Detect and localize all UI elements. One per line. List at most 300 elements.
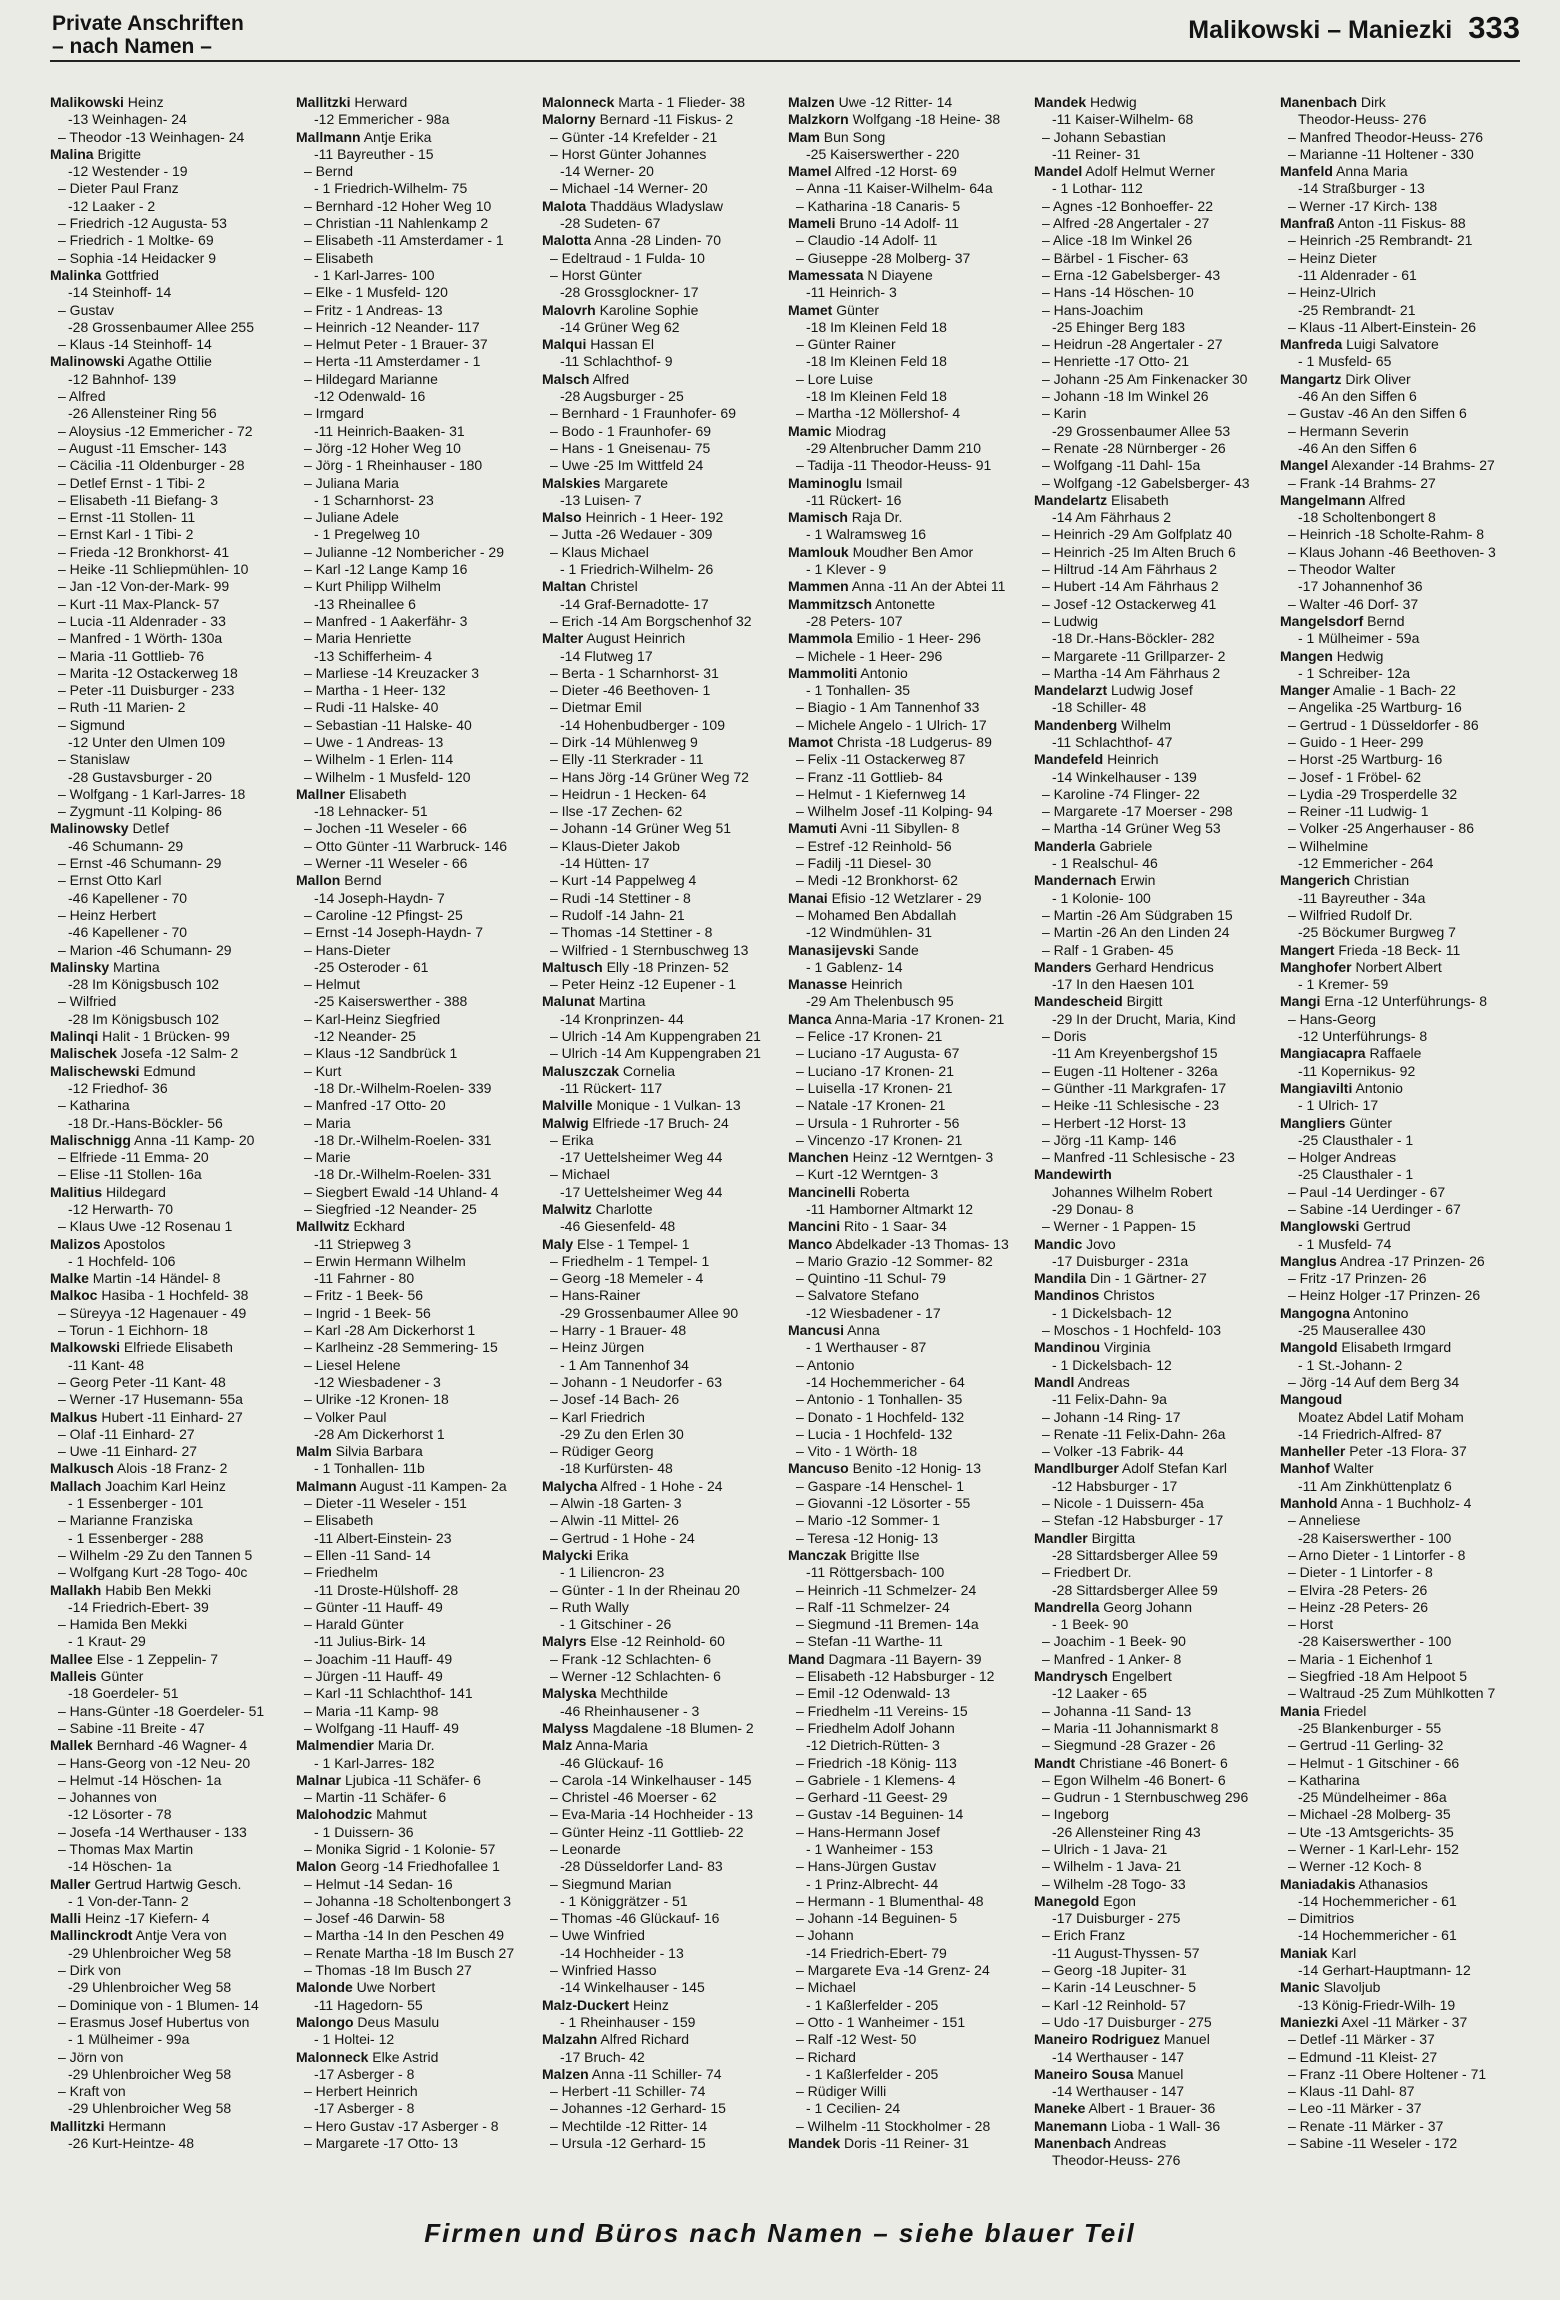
listing-entry-head xyxy=(788,578,1030,595)
surname: Mangliers xyxy=(1280,1114,1346,1131)
listing-entry xyxy=(296,336,538,353)
listing-entry xyxy=(50,976,292,993)
surname: Malnar xyxy=(296,1771,342,1788)
listing-entry xyxy=(542,1184,784,1201)
listing-entry xyxy=(296,232,538,249)
surname: Malonneck xyxy=(542,94,615,110)
listing-entry xyxy=(1034,1841,1276,1858)
entry-text: – Klaus Uwe -12 Rosenau 1 xyxy=(58,1218,233,1235)
listing-entry-head xyxy=(1280,1115,1522,1132)
entry-text: – Friedrich -18 König- 113 xyxy=(796,1754,957,1771)
listing-entry-head xyxy=(788,1149,1030,1166)
listing-entry xyxy=(1280,302,1522,319)
entry-text: – Manfred -11 Schlesische - 23 xyxy=(1042,1149,1235,1166)
surname: Malskies xyxy=(542,474,601,491)
surname: Malso xyxy=(542,509,582,526)
entry-text: – Karl -12 Lange Kamp 16 xyxy=(304,561,468,578)
entry-text: -11 Droste-Hülshoff- 28 xyxy=(314,1581,459,1598)
listing-entry xyxy=(296,976,538,993)
surname: Manai xyxy=(788,889,828,906)
listing-entry xyxy=(1280,1097,1522,1114)
listing-entry xyxy=(542,1703,784,1720)
listing-entry-head xyxy=(1034,838,1276,855)
listing-entry xyxy=(542,2014,784,2031)
entry-text: – Winfried Hasso xyxy=(550,1962,657,1979)
listing-entry xyxy=(50,1824,292,1841)
listing-entry xyxy=(542,1858,784,1875)
entry-text: – Ruth -11 Marien- 2 xyxy=(58,699,186,716)
entry-text: – Hermann Severin xyxy=(1288,422,1409,439)
listing-entry-head xyxy=(50,1876,292,1893)
listing-entry xyxy=(50,215,292,232)
listing-entry xyxy=(542,1755,784,1772)
surname: Malunat xyxy=(542,993,595,1010)
entry-text: Dirk xyxy=(1357,94,1386,110)
entry-text: – Herbert -12 Horst- 13 xyxy=(1042,1114,1186,1131)
entry-text: Antje Erika xyxy=(360,128,432,145)
entry-text: Bun Song xyxy=(819,128,886,145)
listing-entry-head xyxy=(1280,457,1522,474)
listing-entry xyxy=(542,665,784,682)
entry-text: Elisabeth Irmgard xyxy=(1337,1339,1452,1356)
entry-text: – Hermann - 1 Blumenthal- 48 xyxy=(796,1892,984,1909)
listing-entry xyxy=(542,751,784,768)
entry-text: Avni -11 Sibyllen- 8 xyxy=(837,820,960,837)
listing-entry xyxy=(1280,146,1522,163)
entry-text: - 1 Kremer- 59 xyxy=(1298,976,1389,993)
listing-entry xyxy=(296,215,538,232)
listing-entry-head xyxy=(1280,1339,1522,1356)
listing-entry-head xyxy=(50,1910,292,1927)
entry-text: – Heinz Herbert xyxy=(58,906,157,923)
listing-entry xyxy=(296,198,538,215)
listing-entry xyxy=(296,1149,538,1166)
entry-text: Deus Masulu xyxy=(353,2013,440,2030)
entry-text: – Josefa -14 Werthauser - 133 xyxy=(58,1823,247,1840)
listing-entry xyxy=(1280,1236,1522,1253)
listing-entry xyxy=(50,250,292,267)
listing-entry-head xyxy=(788,215,1030,232)
listing-entry-head xyxy=(788,509,1030,526)
listing-entry xyxy=(788,1720,1030,1737)
surname: Manders xyxy=(1034,958,1092,975)
listing-entry xyxy=(50,1512,292,1529)
entry-text: Egon xyxy=(1099,1892,1136,1909)
listing-entry xyxy=(296,1962,538,1979)
entry-text: – Maria - 1 Eichenhof 1 xyxy=(1288,1650,1433,1667)
entry-text: – Josef -12 Ostackerweg 41 xyxy=(1042,595,1217,612)
listing-entry-head xyxy=(542,1478,784,1495)
surname: Manghofer xyxy=(1280,958,1352,975)
surname: Manczak xyxy=(788,1546,847,1563)
listing-entry-head xyxy=(296,1806,538,1823)
listing-entry-head xyxy=(542,94,784,111)
listing-entry xyxy=(542,1512,784,1529)
entry-text: – Martha -12 Möllershof- 4 xyxy=(796,405,961,422)
entry-text: -11 Schlachthof- 9 xyxy=(560,353,673,370)
listing-entry xyxy=(1034,1080,1276,1097)
listing-entry xyxy=(1034,1357,1276,1374)
listing-entry xyxy=(1034,769,1276,786)
listing-entry xyxy=(296,1045,538,1062)
surname: Malwig xyxy=(542,1114,589,1131)
listing-entry-head xyxy=(788,1184,1030,1201)
listing-entry xyxy=(542,1132,784,1149)
listing-entry xyxy=(296,1530,538,1547)
listing-entry xyxy=(50,665,292,682)
listing-entry xyxy=(542,388,784,405)
surname: Mamlouk xyxy=(788,543,849,560)
entry-text: Josefa -12 Salm- 2 xyxy=(116,1045,239,1062)
entry-text: – Siegmund -11 Bremen- 14a xyxy=(796,1616,979,1633)
entry-text: – Uwe - 1 Andreas- 13 xyxy=(304,733,444,750)
listing-entry xyxy=(50,1772,292,1789)
listing-entry xyxy=(296,1357,538,1374)
listing-entry xyxy=(50,993,292,1010)
entry-text: -18 Im Kleinen Feld 18 xyxy=(806,353,947,370)
listing-entry xyxy=(1034,1028,1276,1045)
listing-entry xyxy=(1034,544,1276,561)
entry-text: -12 Lösorter - 78 xyxy=(68,1806,172,1823)
entry-text: – Thomas Max Martin xyxy=(58,1840,194,1857)
entry-text: Virginia xyxy=(1100,1339,1151,1356)
listing-entry xyxy=(542,942,784,959)
entry-text: Heinz xyxy=(123,94,164,110)
listing-entry xyxy=(1280,284,1522,301)
listing-entry xyxy=(788,1806,1030,1823)
entry-text: – Fritz - 1 Beek- 56 xyxy=(304,1287,424,1304)
listing-entry-head xyxy=(542,111,784,128)
listing-entry xyxy=(1280,734,1522,751)
listing-entry xyxy=(788,2118,1030,2135)
listing-entry xyxy=(1280,1910,1522,1927)
surname: Malz-Duckert xyxy=(542,1996,630,2013)
entry-text: Karl xyxy=(1327,1944,1357,1961)
listing-entry xyxy=(788,1945,1030,1962)
entry-text: – Helmut -14 Höschen- 1a xyxy=(58,1771,222,1788)
surname: Manenbach xyxy=(1034,2135,1112,2152)
listing-entry xyxy=(542,146,784,163)
entry-text: -28 Am Dickerhorst 1 xyxy=(314,1425,445,1442)
surname: Mallitzki xyxy=(50,2117,105,2134)
listing-entry xyxy=(50,1633,292,1650)
entry-text: – Elisabeth -11 Biefang- 3 xyxy=(58,491,219,508)
surname: Mangen xyxy=(1280,647,1333,664)
entry-text: – Georg -18 Memeler - 4 xyxy=(550,1270,704,1287)
entry-text: – Gertrud - 1 Düsseldorfer - 86 xyxy=(1288,716,1479,733)
listing-entry xyxy=(1034,353,1276,370)
listing-entry xyxy=(1034,734,1276,751)
entry-text: – Elisabeth -11 Amsterdamer - 1 xyxy=(304,232,504,249)
surname: Mandenberg xyxy=(1034,716,1118,733)
entry-text: -28 Sittardsberger Allee 59 xyxy=(1052,1581,1218,1598)
entry-text: – Torun - 1 Eichhorn- 18 xyxy=(58,1322,208,1339)
entry-text: Ludwig Josef xyxy=(1107,682,1193,699)
entry-text: – Volker -25 Angerhauser - 86 xyxy=(1288,820,1475,837)
entry-text: – Johanna -11 Sand- 13 xyxy=(1042,1702,1192,1719)
listing-entry-head xyxy=(788,1322,1030,1339)
listing-entry-head xyxy=(296,1858,538,1875)
listing-entry xyxy=(1280,769,1522,786)
entry-text: – Herbert Heinrich xyxy=(304,2083,418,2100)
surname: Mandrysch xyxy=(1034,1668,1108,1685)
listing-entry xyxy=(788,561,1030,578)
entry-text: – Elfriede -11 Emma- 20 xyxy=(58,1149,209,1166)
listing-entry xyxy=(542,907,784,924)
entry-text: Anna - 1 Buchholz- 4 xyxy=(1337,1495,1472,1512)
entry-text: – Nicole - 1 Duissern- 45a xyxy=(1042,1495,1204,1512)
listing-entry xyxy=(542,769,784,786)
entry-text: Hedwig xyxy=(1086,94,1137,110)
listing-entry xyxy=(296,1893,538,1910)
entry-text: – Biagio - 1 Am Tannenhof 33 xyxy=(796,699,980,716)
entry-text: -14 Friedrich-Ebert- 79 xyxy=(806,1944,947,1961)
listing-entry-head xyxy=(296,2014,538,2031)
listing-entry xyxy=(1034,1149,1276,1166)
entry-text: Efisio -12 Wetzlarer - 29 xyxy=(827,889,982,906)
listing-entry-head xyxy=(296,2049,538,2066)
surname: Malinqi xyxy=(50,1028,99,1045)
entry-text: -12 Laaker - 65 xyxy=(1052,1685,1147,1702)
entry-text: -18 Dr.-Hans-Böckler- 56 xyxy=(68,1114,223,1131)
entry-text: Christa -18 Ludgerus- 89 xyxy=(833,733,992,750)
entry-text: – Heinrich -18 Scholte-Rahm- 8 xyxy=(1288,526,1485,543)
listing-entry xyxy=(1034,1910,1276,1927)
entry-text: – Otto - 1 Wanheimer - 151 xyxy=(796,2013,966,2030)
entry-text: – Marita -12 Ostackerweg 18 xyxy=(58,664,238,681)
listing-entry xyxy=(50,1426,292,1443)
footer-note: Firmen und Büros nach Namen – siehe blauer Teil xyxy=(424,2218,1136,2248)
listing-entry xyxy=(50,578,292,595)
entry-text: Manuel xyxy=(1160,2031,1210,2048)
listing-entry xyxy=(1280,820,1522,837)
entry-text: – Ludwig xyxy=(1042,612,1099,629)
entry-text: – Karoline -74 Flinger- 22 xyxy=(1042,785,1200,802)
listing-entry xyxy=(1034,561,1276,578)
listing-entry xyxy=(788,648,1030,665)
entry-text: – Fritz -17 Prinzen- 26 xyxy=(1288,1270,1427,1287)
entry-text: - 1 Tonhallen- 11b xyxy=(314,1460,425,1477)
listing-entry-head xyxy=(296,1772,538,1789)
entry-text: – Martin -26 An den Linden 24 xyxy=(1042,924,1230,941)
listing-entry xyxy=(1280,1789,1522,1806)
entry-text: – Josef -46 Darwin- 58 xyxy=(304,1910,445,1927)
listing-entry-head xyxy=(50,1668,292,1685)
listing-entry xyxy=(1034,198,1276,215)
listing-entry xyxy=(542,820,784,837)
entry-text: – Martha - 1 Heer- 132 xyxy=(304,682,446,699)
listing-entry xyxy=(542,1409,784,1426)
listing-entry xyxy=(788,1426,1030,1443)
entry-text: -12 Wiesbadener - 3 xyxy=(314,1373,441,1390)
listing-entry xyxy=(50,1322,292,1339)
listing-entry xyxy=(788,284,1030,301)
listing-entry xyxy=(1280,1063,1522,1080)
listing-entry xyxy=(296,2083,538,2100)
entry-text: – Sabine -14 Uerdinger - 67 xyxy=(1288,1201,1461,1217)
surname: Mammola xyxy=(788,630,853,647)
surname: Mangi xyxy=(1280,993,1321,1010)
listing-entry xyxy=(50,1374,292,1391)
entry-text: – Teresa -12 Honig- 13 xyxy=(796,1529,939,1546)
entry-text: -18 Dr.-Wilhelm-Roelen- 339 xyxy=(314,1079,492,1096)
entry-text: – Volker -13 Fabrik- 44 xyxy=(1042,1443,1184,1460)
listing-entry xyxy=(1034,1218,1276,1235)
listing-column-3 xyxy=(542,94,784,2194)
entry-text: - 1 Friedrich-Wilhelm- 26 xyxy=(560,561,714,578)
listing-entry-head xyxy=(1280,1460,1522,1477)
entry-text: – Josef -14 Bach- 26 xyxy=(550,1391,680,1408)
entry-text: Manuel xyxy=(1133,2065,1184,2082)
listing-entry-head xyxy=(1280,1218,1522,1235)
entry-text: – Margarete Eva -14 Grenz- 24 xyxy=(796,1962,990,1979)
entry-text: – Guido - 1 Heer- 299 xyxy=(1288,733,1424,750)
name-range: Malikowski – Maniezki xyxy=(1188,16,1453,44)
entry-text: Karoline Sophie xyxy=(595,301,699,318)
entry-text: Erwin xyxy=(1116,872,1156,889)
entry-text: – Horst Günter Johannes xyxy=(550,145,707,162)
listing-entry xyxy=(1280,1755,1522,1772)
listing-entry xyxy=(1034,1322,1276,1339)
entry-text: – Heinrich -25 Rembrandt- 21 xyxy=(1288,232,1473,249)
entry-text: Gottfried xyxy=(101,266,159,283)
entry-text: – Gudrun - 1 Sternbuschweg 296 xyxy=(1042,1789,1249,1806)
listing-entry xyxy=(1280,250,1522,267)
entry-text: Mahmut xyxy=(372,1806,427,1823)
entry-text: -18 Dr.-Wilhelm-Roelen- 331 xyxy=(314,1166,492,1183)
listing-entry xyxy=(1280,699,1522,716)
surname: Mandek xyxy=(1034,94,1087,110)
surname: Mallee xyxy=(50,1650,93,1667)
entry-text: Johannes Wilhelm Robert xyxy=(1052,1183,1213,1200)
entry-text: – Donato - 1 Hochfeld- 132 xyxy=(796,1408,965,1425)
listing-entry xyxy=(1034,1063,1276,1080)
entry-text: Antonio xyxy=(1352,1079,1403,1096)
entry-text: - 1 Werthauser - 87 xyxy=(806,1339,927,1356)
entry-text: – Dieter -46 Beethoven- 1 xyxy=(550,682,711,699)
entry-text: - 1 Cecilien- 24 xyxy=(806,2100,901,2117)
entry-text: – August -11 Emscher- 143 xyxy=(58,439,227,456)
entry-text: – Angelika -25 Wartburg- 16 xyxy=(1288,699,1462,716)
listing-entry-head xyxy=(296,1979,538,1996)
entry-text: -13 König-Friedr-Wilh- 19 xyxy=(1298,1996,1456,2013)
entry-text: – Irmgard xyxy=(304,405,364,422)
entry-text: -18 Scholtenbongert 8 xyxy=(1298,509,1436,526)
entry-text: -46 Giesenfeld- 48 xyxy=(560,1218,676,1235)
listing-entry xyxy=(1280,1772,1522,1789)
listing-entry xyxy=(296,267,538,284)
listing-entry xyxy=(296,1685,538,1702)
listing-entry xyxy=(50,1720,292,1737)
listing-entry xyxy=(296,544,538,561)
entry-text: – Katharina xyxy=(1288,1771,1360,1788)
entry-text: Dirk Oliver xyxy=(1341,370,1411,387)
surname: Maltusch xyxy=(542,958,603,975)
entry-text: – Hans-Dieter xyxy=(304,941,391,958)
entry-text: – Monika Sigrid - 1 Kolonie- 57 xyxy=(304,1840,496,1857)
listing-entry xyxy=(1280,111,1522,128)
listing-entry xyxy=(542,734,784,751)
listing-entry-head xyxy=(542,993,784,1010)
entry-text: – Gertrud - 1 Hohe - 24 xyxy=(550,1529,695,1546)
surname: Malzen xyxy=(788,94,835,110)
listing-entry xyxy=(542,1287,784,1304)
entry-text: – Karl -28 Am Dickerhorst 1 xyxy=(304,1322,476,1339)
entry-text: – Juliane Adele xyxy=(304,509,399,526)
listing-entry xyxy=(296,682,538,699)
listing-entry-head xyxy=(788,976,1030,993)
entry-text: – Sabine -11 Weseler - 172 xyxy=(1288,2135,1458,2152)
entry-text: – Jörg -12 Hoher Weg 10 xyxy=(304,439,461,456)
listing-entry xyxy=(542,803,784,820)
entry-text: – Johann -18 Im Winkel 26 xyxy=(1042,388,1209,405)
listing-entry xyxy=(296,163,538,180)
entry-text: – Rudi -11 Halske- 40 xyxy=(304,699,439,716)
entry-text: -18 Dr.-Wilhelm-Roelen- 331 xyxy=(314,1131,492,1148)
listing-entry-head xyxy=(788,1460,1030,1477)
entry-text: -11 Rückert- 16 xyxy=(806,491,902,508)
entry-text: - 1 Lothar- 112 xyxy=(1052,180,1143,197)
listing-entry xyxy=(296,2100,538,2117)
listing-entry xyxy=(1034,2083,1276,2100)
entry-text: – Ulrich -14 Am Kuppengraben 21 xyxy=(550,1045,761,1062)
entry-text: - 1 Prinz-Albrecht- 44 xyxy=(806,1875,939,1892)
entry-text: Antonio xyxy=(857,664,908,681)
listing-entry-head xyxy=(788,544,1030,561)
entry-text: – Friedhelm -11 Vereins- 15 xyxy=(796,1702,968,1719)
listing-entry xyxy=(50,2031,292,2048)
entry-text: August Heinrich xyxy=(583,630,686,647)
entry-text: -14 Gerhart-Hauptmann- 12 xyxy=(1298,1962,1471,1979)
listing-entry xyxy=(50,1841,292,1858)
surname: Malzkorn xyxy=(788,111,849,128)
surname: Malinka xyxy=(50,266,102,283)
listing-entry xyxy=(542,1322,784,1339)
listing-entry-head xyxy=(50,1063,292,1080)
listing-entry xyxy=(50,734,292,751)
surname: Mandernach xyxy=(1034,872,1117,889)
entry-text: – Thomas -14 Stettiner - 8 xyxy=(550,924,713,941)
entry-text: – Werner -12 Schlachten- 6 xyxy=(550,1668,721,1685)
entry-text: – Felix -11 Ostackerweg 87 xyxy=(796,751,966,768)
surname: Malville xyxy=(542,1097,593,1114)
listing-entry xyxy=(542,2100,784,2117)
listing-entry xyxy=(50,232,292,249)
listing-entry xyxy=(1034,302,1276,319)
listing-entry xyxy=(1280,2118,1522,2135)
entry-text: – Herbert -11 Schiller- 74 xyxy=(550,2083,706,2100)
entry-text: -18 Lehnacker- 51 xyxy=(314,803,428,820)
entry-text: – Herta -11 Amsterdamer - 1 xyxy=(304,353,481,370)
listing-entry xyxy=(1034,2049,1276,2066)
entry-text: - 1 Klever - 9 xyxy=(806,561,887,578)
listing-entry xyxy=(50,561,292,578)
listing-entry xyxy=(296,1633,538,1650)
entry-text: – Luisella -17 Kronen- 21 xyxy=(796,1079,953,1096)
entry-text: – Quintino -11 Schul- 79 xyxy=(796,1270,946,1287)
entry-text: – Eugen -11 Holtener - 326a xyxy=(1042,1062,1218,1079)
listing-entry xyxy=(1280,2049,1522,2066)
listing-entry xyxy=(788,1339,1030,1356)
entry-text: Birgitt xyxy=(1122,993,1163,1010)
entry-text: -29 Am Thelenbusch 95 xyxy=(806,993,954,1010)
listing-entry xyxy=(50,1858,292,1875)
listing-entry xyxy=(1280,405,1522,422)
listing-entry xyxy=(542,1668,784,1685)
listing-entry xyxy=(296,526,538,543)
entry-text: – Gustav -14 Beguinen- 14 xyxy=(796,1806,964,1823)
listing-entry xyxy=(1034,578,1276,595)
